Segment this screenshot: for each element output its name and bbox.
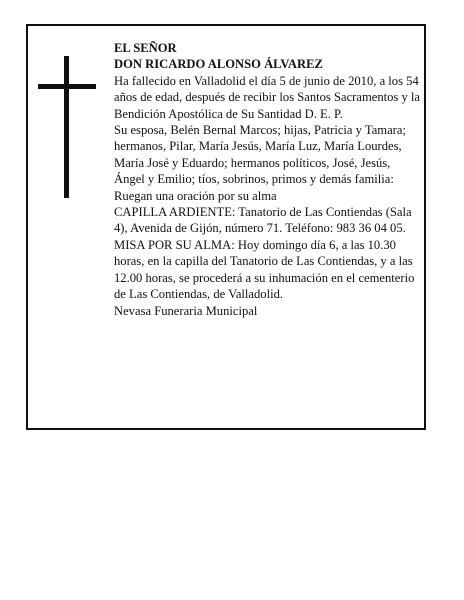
prayer-request: Ruegan una oración por su alma	[114, 188, 277, 203]
deceased-name: DON RICARDO ALONSO ÁLVAREZ	[114, 57, 323, 72]
death-announcement: Ha fallecido en Valladolid el día 5 de junio de 2010, a los 54 años de edad, después de recibir los Santos Sacramentos y la Bendición Apostólica de Su Santidad D. E. P.	[114, 73, 421, 121]
mass-info: MISA POR SU ALMA: Hoy domingo día 6, a las 10.30 horas, en la capilla del Tanatorio de Las Contiendas, y a las 12.00 horas, se procederá a su inhumación en el cementerio de Las Contiendas, de Valladolid.	[114, 237, 415, 302]
obituary-text	[114, 40, 420, 319]
cross-vertical-bar	[64, 56, 69, 198]
latin-cross-icon	[38, 56, 96, 198]
title-line-1: EL SEÑOR	[114, 41, 177, 55]
funeral-home: Nevasa Funeraria Municipal	[114, 303, 258, 318]
family-list: Su esposa, Belén Bernal Marcos; hijas, Patricia y Tamara; hermanos, Pilar, María Jesús, María Luz, María Lourdes, María José y Eduardo; hermanos políticos, José, Jesús, Ángel y Emilio; tíos, sobrinos, primos y demás familia:	[114, 123, 406, 187]
obituary-notice	[26, 24, 426, 430]
chapel-info: CAPILLA ARDIENTE: Tanatorio de Las Contiendas (Sala 4), Avenida de Gijón, número 71. Teléfono: 983 36 04 05.	[114, 205, 412, 236]
cross-horizontal-bar	[38, 84, 96, 89]
